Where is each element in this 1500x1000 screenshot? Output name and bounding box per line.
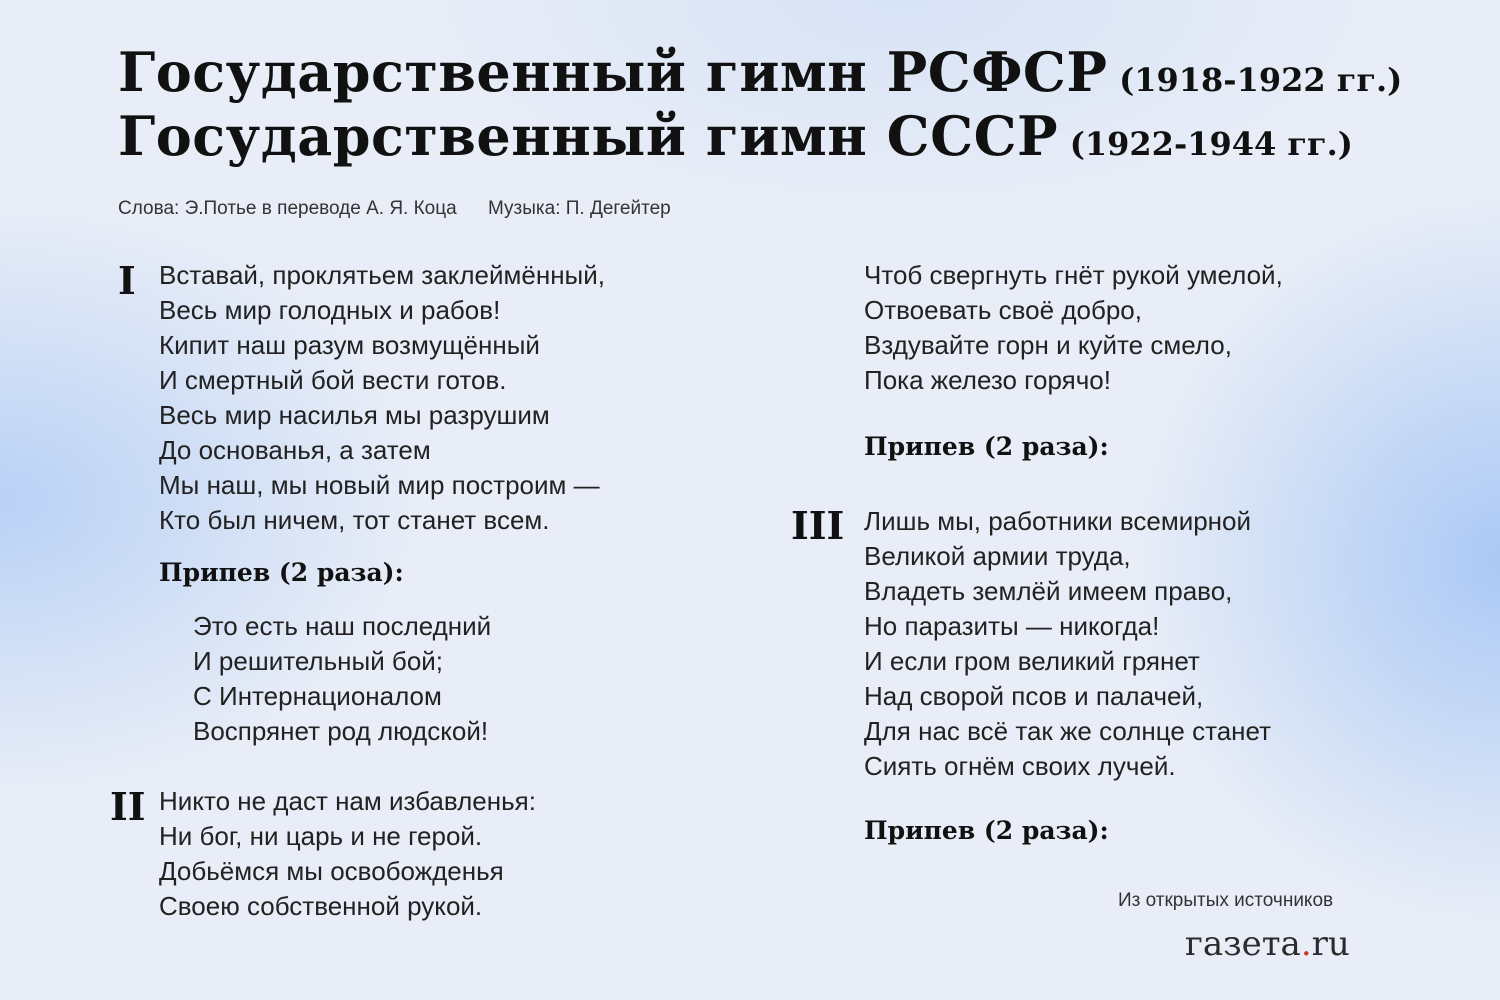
verse-2-text-part2 bbox=[864, 258, 1283, 398]
verse-3-numeral: III bbox=[791, 503, 845, 548]
refrain-text bbox=[193, 609, 491, 749]
verse-1-numeral: I bbox=[118, 258, 136, 303]
verse-line: До основанья, а затем bbox=[159, 435, 431, 465]
refrain-line: Это есть наш последний bbox=[193, 611, 492, 641]
anthem-years-rsfsr: (1918-1922 гг.) bbox=[1119, 61, 1403, 99]
verse-line: Великой армии труда, bbox=[864, 541, 1131, 571]
verse-line: Весь мир голодных и рабов! bbox=[159, 295, 501, 325]
verse-line: Добьёмся мы освобожденья bbox=[159, 856, 504, 886]
verse-3-text bbox=[864, 504, 1271, 784]
verse-line: И если гром великий грянет bbox=[864, 646, 1200, 676]
verse-1-text bbox=[159, 258, 605, 538]
refrain-line: И решительный бой; bbox=[193, 646, 444, 676]
source-note: Из открытых источников bbox=[1118, 890, 1334, 911]
title-line-1 bbox=[118, 40, 1402, 104]
refrain-label-3: Припев (2 раза): bbox=[864, 816, 1109, 845]
verse-line: Но паразиты — никогда! bbox=[864, 611, 1160, 641]
verse-line: Своею собственной рукой. bbox=[159, 891, 483, 921]
refrain-label-2: Припев (2 раза): bbox=[864, 432, 1109, 461]
lyrics-credit: Слова: Э.Потье в переводе А. Я. Коца bbox=[118, 198, 457, 219]
verse-line: Владеть землёй имеем право, bbox=[864, 576, 1233, 606]
verse-line: Вздувайте горн и куйте смело, bbox=[864, 330, 1232, 360]
logo-text: газета bbox=[1185, 924, 1301, 964]
verse-line: Вставай, проклятьем заклеймённый, bbox=[159, 260, 605, 290]
verse-line: Пока железо горячо! bbox=[864, 365, 1111, 395]
verse-line: Кто был ничем, тот станет всем. bbox=[159, 505, 550, 535]
anthem-years-ussr: (1922-1944 гг.) bbox=[1069, 125, 1353, 163]
anthem-title-ussr: Государственный гимн СССР bbox=[118, 104, 1059, 168]
title-line-2 bbox=[118, 104, 1353, 168]
refrain-label-1: Припев (2 раза): bbox=[159, 558, 404, 587]
verse-line: И смертный бой вести готов. bbox=[159, 365, 507, 395]
verse-2-text-part1 bbox=[159, 784, 536, 924]
verse-line: Весь мир насилья мы разрушим bbox=[159, 400, 550, 430]
verse-line: Сиять огнём своих лучей. bbox=[864, 751, 1176, 781]
logo-domain: ru bbox=[1311, 924, 1350, 964]
verse-line: Над сворой псов и палачей, bbox=[864, 681, 1204, 711]
verse-line: Никто не даст нам избавленья: bbox=[159, 786, 536, 816]
logo-dot: . bbox=[1300, 924, 1312, 964]
credits bbox=[118, 198, 671, 220]
verse-line: Лишь мы, работники всемирной bbox=[864, 506, 1252, 536]
anthem-title-rsfsr: Государственный гимн РСФСР bbox=[118, 40, 1108, 104]
verse-line: Отвоевать своё добро, bbox=[864, 295, 1142, 325]
verse-line: Мы наш, мы новый мир построим — bbox=[159, 470, 600, 500]
verse-2-numeral: II bbox=[110, 784, 146, 829]
refrain-line: С Интернационалом bbox=[193, 681, 442, 711]
verse-line: Ни бог, ни царь и не герой. bbox=[159, 821, 483, 851]
verse-line: Для нас всё так же солнце станет bbox=[864, 716, 1272, 746]
refrain-line: Воспрянет род людской! bbox=[193, 716, 489, 746]
verse-line: Чтоб свергнуть гнёт рукой умелой, bbox=[864, 260, 1283, 290]
verse-line: Кипит наш разум возмущённый bbox=[159, 330, 540, 360]
gazeta-logo bbox=[1185, 924, 1350, 964]
music-credit: Музыка: П. Дегейтер bbox=[487, 198, 671, 219]
